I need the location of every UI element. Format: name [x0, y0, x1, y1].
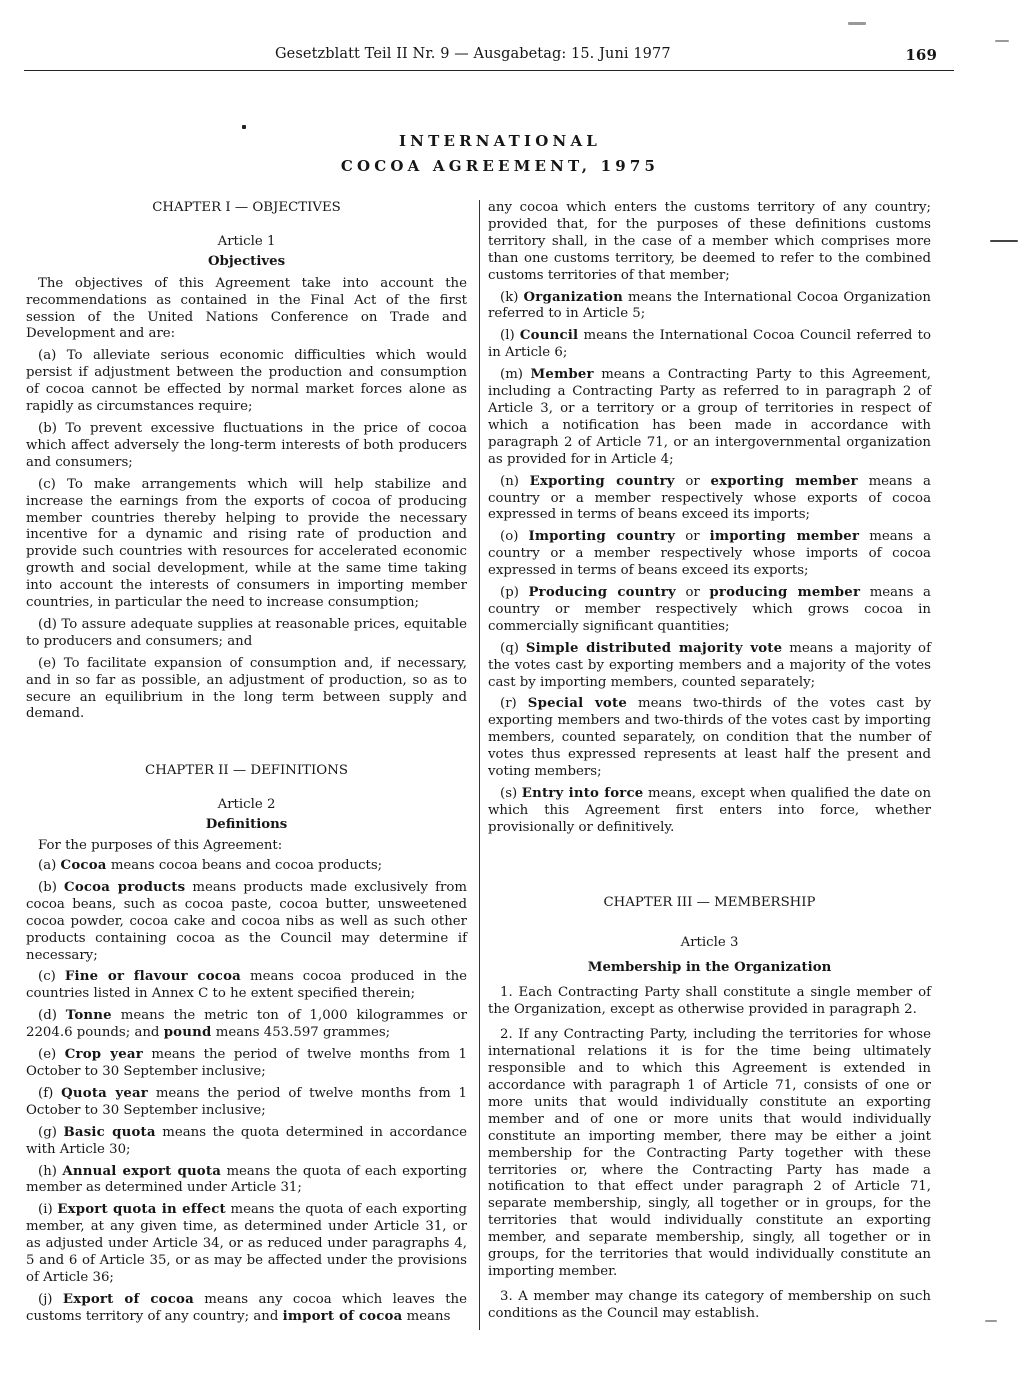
scan-speck — [242, 125, 246, 129]
objective-item: (a) To alleviate serious economic difficulties which would persist if adjustment between the production and consumption of cocoa cannot be effected by normal market forces alone as rapidly as circumstances require; — [26, 348, 467, 415]
definition-item: (d) Tonne means the metric ton of 1,000 kilogrammes or 2204.6 pounds; and pound means 453.597 grammes; — [26, 1008, 468, 1041]
objective-item: (c) To make arrangements which will help stabilize and increase the earnings from the exports of cocoa of producing member countries thereby helping to provide the necessary incentive for a dynamic and rising rate of production and provide such countries with resources for accelerated economic growth and social development, while at the same time taking into account the interests of consumers in importing member countries, in particular the need to increase consumption; — [26, 476, 467, 611]
objective-item: (d) To assure adequate supplies at reasonable prices, equitable to producers and consumers; and — [26, 616, 467, 649]
paragraph: 2. If any Contracting Party, including the territories for whose international relations it is for the time being ultimately responsible and to which this Agreement is extended in accordance with paragraph 1 of Article 71, consists of one or more units that would individually constitute an exporting member and of one or more units that would individually constitute an importing member, there may be either a joint membership for the Contracting Party together with these territories or, where the Contracting Party has made a notification to that effect under paragraph 2 of Article 71, separate membership, singly, all together or in groups, for the territories that would individually constitute an exporting member, and separate membership, singly, all together or in groups, for the territories that would individually constitute an importing member. — [488, 1027, 931, 1279]
header-rule — [24, 70, 954, 71]
running-header — [275, 46, 945, 68]
paragraph: 3. A member may change its category of membership on such conditions as the Council may establish. — [488, 1288, 931, 1321]
scan-speck — [985, 1320, 997, 1322]
definition-item: (o) Importing country or importing member means a country or a member respectively whose imports of cocoa expressed in terms of beans exceed its exports; — [488, 529, 932, 579]
page-number: 169 — [905, 46, 937, 64]
definition-item: (p) Producing country or producing member means a country or member respectively which grows cocoa in commercially significant quantities; — [488, 585, 931, 634]
objective-item: (b) To prevent excessive fluctuations in the price of cocoa which affect adversely the long-term interests of both producers and consumers; — [26, 420, 467, 470]
definition-item: (n) Exporting country or exporting member means a country or a member respectively whose exports of cocoa expressed in terms of beans exceed its imports; — [488, 473, 931, 523]
article-label: Article 1 — [217, 233, 276, 249]
scan-speck — [848, 22, 866, 25]
paragraph: 1. Each Contracting Party shall constitute a single member of the Organization, except as otherwise provided in paragraph 2. — [488, 985, 931, 1018]
definition-item: (l) Council means the International Cocoa Council referred to in Article 6; — [488, 328, 932, 361]
definition-item: (a) Cocoa means cocoa beans and cocoa products; — [38, 858, 383, 873]
article-label: Article 3 — [680, 934, 739, 950]
article-title: Objectives — [207, 253, 286, 269]
definition-item: (j) Export of cocoa means any cocoa which leaves the customs territory of any country; and import of cocoa means — [26, 1291, 467, 1324]
definition-item: (q) Simple distributed majority vote means a majority of the votes cast by exporting members and a majority of the votes cast by importing members, counted separately; — [488, 640, 931, 690]
objective-item: (e) To facilitate expansion of consumption and, if necessary, and in so far as possible, an adjustment of production, so as to secure an equilibrium in the long term between supply and demand. — [26, 655, 467, 722]
paragraph-continuation: any cocoa which enters the customs territory of any country; provided that, for the purposes of these definitions customs territory shall, in the case of a member which comprises more than one customs territory, be deemed to refer to the combined customs territories of that member; — [488, 200, 931, 283]
definition-item: (h) Annual export quota means the quota of each exporting member as determined under Article 31; — [26, 1163, 468, 1196]
running-title: Gesetzblatt Teil II Nr. 9 — Ausgabetag: 15. Juni 1977 — [275, 46, 671, 62]
document-title-line1: INTERNATIONAL — [398, 132, 602, 150]
definition-item: (i) Export quota in effect means the quota of each exporting member, at any given time, as determined under Article 31, or as adjusted under Article 34, or as reduced under paragraphs 4, 5 and 6 of Article 35, or as may be affected under the provisions of Article 36; — [26, 1202, 467, 1285]
column-divider — [479, 200, 480, 1330]
article-title: Definitions — [205, 817, 288, 833]
paragraph: For the purposes of this Agreement: — [38, 838, 283, 854]
left-column — [26, 200, 467, 1331]
document-title-line2: COCOA AGREEMENT, 1975 — [340, 157, 660, 175]
chapter-heading: CHAPTER I — OBJECTIVES — [152, 200, 341, 215]
definition-item: (e) Crop year means the period of twelve months from 1 October to 30 September inclusive; — [26, 1047, 467, 1079]
article-label: Article 2 — [217, 797, 276, 813]
scan-speck — [995, 40, 1009, 42]
definition-item: (b) Cocoa products means products made exclusively from cocoa beans, such as cocoa paste, cocoa butter, unsweetened cocoa powder, cocoa cake and cocoa nibs as well as such other products containing cocoa as the Council may determine if necessary; — [26, 879, 467, 963]
chapter-heading: CHAPTER III — MEMBERSHIP — [603, 894, 816, 910]
definition-item: (k) Organization means the International Cocoa Organization referred to in Article 5; — [488, 289, 931, 322]
right-column — [488, 200, 931, 1328]
definition-item: (r) Special vote means two-thirds of the votes cast by exporting members and two-thirds of the votes cast by importing members, counted separately, on condition that the number of votes thus expressed represents at least half the present and voting members; — [488, 696, 931, 780]
definition-item: (s) Entry into force means, except when qualified the date on which this Agreement first enters into force, whether provisionally or definitively. — [488, 786, 932, 835]
definition-item: (m) Member means a Contracting Party to this Agreement, including a Contracting Party as referred to in paragraph 2 of Article 3, or a territory or a group of territories in respect of which a notification has been made in accordance with paragraph 2 of Article 71, or an intergovernmental organization as provided for in Article 4; — [488, 367, 931, 467]
scan-speck — [990, 240, 1018, 242]
paragraph: The objectives of this Agreement take into account the recommendations as contained in the Final Act of the first session of the United Nations Conference on Trade and Development and are: — [26, 275, 467, 342]
chapter-heading: CHAPTER II — DEFINITIONS — [145, 763, 348, 779]
definition-item: (f) Quota year means the period of twelve months from 1 October to 30 September inclusive; — [26, 1085, 467, 1118]
definition-item: (c) Fine or flavour cocoa means cocoa produced in the countries listed in Annex C to he extent specified therein; — [26, 969, 467, 1002]
article-title: Membership in the Organization — [587, 959, 832, 975]
definition-item: (g) Basic quota means the quota determined in accordance with Article 30; — [26, 1124, 467, 1157]
